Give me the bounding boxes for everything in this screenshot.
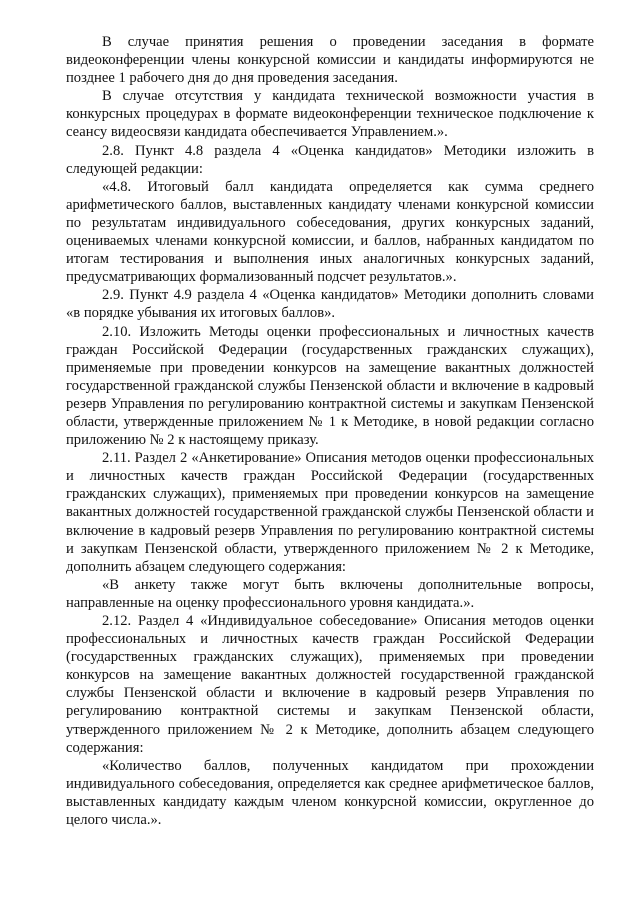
paragraph-videoconference-notice: В случае принятия решения о проведении заседания в формате видеоконференции члены конкурсной комиссии и кандидаты информируются не позднее 1 рабочего дня до дня проведения заседания.: [66, 34, 594, 87]
document-page: [66, 33, 594, 829]
paragraph-item-2-10: 2.10. Изложить Методы оценки профессиональных и личностных качеств граждан Российской Федерации (государственных гражданских служащих), применяемые при проведении конкурсов на замещение вакантных должностей государственной гражданской службы Пензенской области и включение в кадровый резерв Управления по регулированию контрактной системы и закупкам Пензенской области, утвержденные приложением № 1 к Методике, в новой редакции согласно приложению № 2 к настоящему приказу.: [66, 323, 594, 449]
paragraph-quote-interview-score: «Количество баллов, полученных кандидатом при прохождении индивидуального собеседования, определяется как среднее арифметическое баллов, выставленных кандидату каждым членом конкурсной комиссии, округленное до целого числа.».: [66, 757, 594, 829]
paragraph-item-2-11: 2.11. Раздел 2 «Анкетирование» Описания методов оценки профессиональных и личностных качеств граждан Российской Федерации (государственных гражданских служащих), применяемых при проведении конкурсов на замещение вакантных должностей государственной гражданской службы Пензенской области и включение в кадровый резерв Управления по регулированию контрактной системы и закупкам Пензенской области, утвержденного приложением № 2 к Методике, дополнить абзацем следующего содержания:: [66, 450, 594, 575]
paragraph-item-2-12: 2.12. Раздел 4 «Индивидуальное собеседование» Описания методов оценки профессиональных и личностных качеств граждан Российской Федерации (государственных гражданских служащих), применяемых при проведении конкурсов на замещение вакантных должностей государственной гражданской службы Пензенской области и включение в кадровый резерв Управления по регулированию контрактной системы и закупкам Пензенской области, утвержденного приложением № 2 к Методике, дополнить абзацем следующего содержания:: [66, 613, 594, 756]
paragraph-quote-4-8: «4.8. Итоговый балл кандидата определяется как сумма среднего арифметического баллов, выставленных кандидату членами конкурсной комиссии по результатам индивидуального собеседования, других конкурсных заданий, оцениваемых членами конкурсной комиссии, и баллов, набранных кандидатом по итогам тестирования и выполнения иных аналогичных конкурсных заданий, предусматривающих формализованный подсчет результатов.».: [66, 178, 594, 286]
paragraph-quote-questionnaire: «В анкету также могут быть включены дополнительные вопросы, направленные на оценку профессионального уровня кандидата.».: [66, 576, 594, 611]
paragraph-technical-connection: В случае отсутствия у кандидата технической возможности участия в конкурсных процедурах в формате видеоконференции техническое подключение к сеансу видеосвязи кандидата обеспечивается Управлением.».: [66, 88, 594, 141]
paragraph-item-2-9: 2.9. Пункт 4.9 раздела 4 «Оценка кандидатов» Методики дополнить словами «в порядке убывания их итоговых баллов».: [66, 287, 594, 322]
paragraph-item-2-8: 2.8. Пункт 4.8 раздела 4 «Оценка кандидатов» Методики изложить в следующей редакции:: [66, 142, 594, 177]
